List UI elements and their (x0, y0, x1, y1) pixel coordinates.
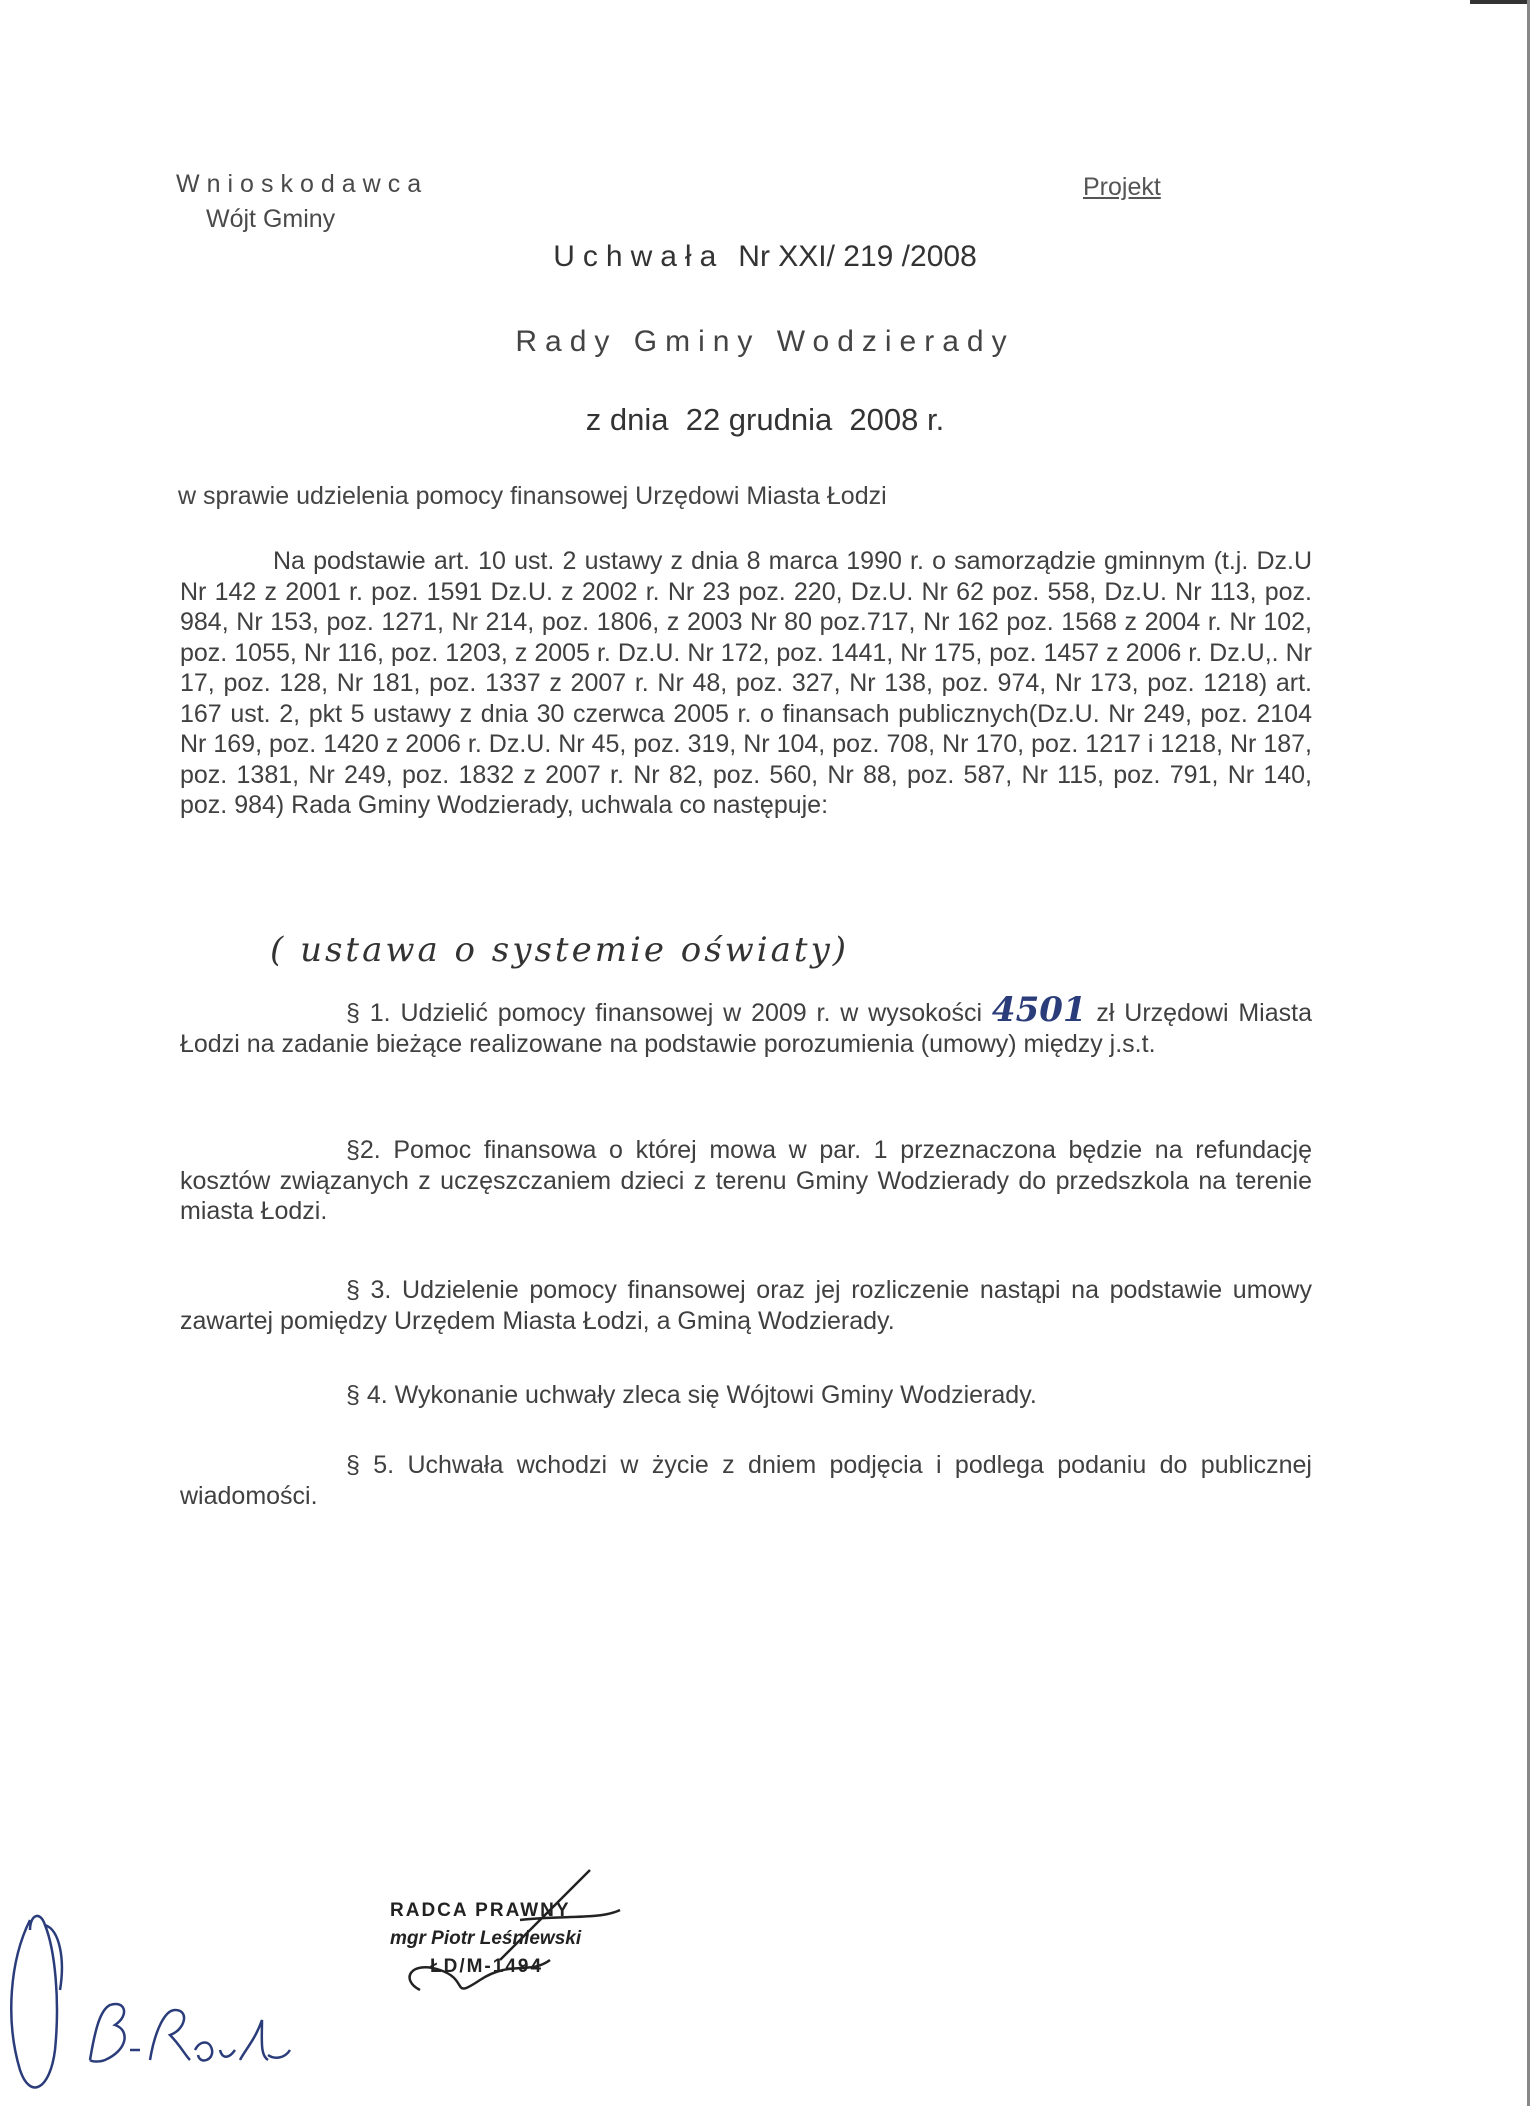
handwritten-note: ( ustawa o systemie oświaty) (270, 930, 850, 970)
legal-basis-paragraph: Na podstawie art. 10 ust. 2 ustawy z dnia 8 marca 1990 r. o samorządzie gminnym (t.j. Dz.U Nr 142 z 2001 r. poz. 1591 Dz.U. z 2002 r. Nr 23 poz. 220, Dz.U. Nr 62 poz. 558, Dz.U. Nr 113, poz. 984, Nr 153, poz. 1271, Nr 214, poz. 1806, z 2003 Nr 80 poz.717, Nr 162 poz. 1568 z 2004 r. Nr 102, poz. 1055, Nr 116, poz. 1203, z 2005 r. Dz.U. Nr 172, poz. 1441, Nr 175, poz. 1457 z 2006 r. Dz.U,. Nr 17, poz. 128, Nr 181, poz. 1337 z 2007 r. Nr 48, poz. 327, Nr 138, poz. 974, Nr 173, poz. 1218) art. 167 ust. 2, pkt 5 ustawy z dnia 30 czerwca 2005 r. o finansach publicznych(Dz.U. Nr 249, poz. 2104 Nr 169, poz. 1420 z 2006 r. Dz.U. Nr 45, poz. 319, Nr 104, poz. 708, Nr 170, poz. 1217 i 1218, Nr 187, poz. 1381, Nr 249, poz. 1832 z 2007 r. Nr 82, poz. 560, Nr 88, poz. 587, Nr 115, poz. 791, Nr 140, poz. 984) Rada Gminy Wodzierady, uchwala co następuje: (180, 547, 1312, 819)
resolution-title (0, 240, 1530, 274)
section-1-text-start: § 1. Udzielić pomocy finansowej w 2009 r. w wysokości (346, 999, 992, 1027)
resolution-date: z dnia 22 grudnia 2008 r. (585, 402, 945, 437)
resolution-subject: w sprawie udzielenia pomocy finansowej Urzędowi Miasta Łodzi (178, 482, 887, 510)
stamp-name: mgr Piotr Leśniewski (390, 1928, 582, 1949)
section-5: § 5. Uchwała wchodzi w życie z dniem podjęcia i podlega podaniu do publicznej wiadomości. (180, 1451, 1312, 1510)
section-4: § 4. Wykonanie uchwały zleca się Wójtowi Gminy Wodzierady. (346, 1381, 1037, 1409)
section-1-text-end: zł Urzędowi Miasta Łodzi na zadanie bieżące realizowane na podstawie porozumienia (umowy) między j.s.t. (180, 999, 1312, 1058)
applicant-role: Wójt Gminy (206, 205, 336, 233)
applicant-label: Wnioskodawca (176, 170, 429, 198)
draft-label: Projekt (1083, 173, 1161, 201)
section-3: § 3. Udzielenie pomocy finansowej oraz jej rozliczenie nastąpi na podstawie umowy zawartej pomiędzy Urzędem Miasta Łodzi, a Gminą Wodzierady. (180, 1276, 1312, 1335)
resolution-word: Uchwała (553, 240, 725, 273)
counsel-signature (380, 1860, 640, 2010)
handwritten-amount: 4501 (991, 990, 1087, 1030)
handwritten-signature (0, 1900, 300, 2106)
section-2: §2. Pomoc finansowa o której mowa w par. 1 przeznaczona będzie na refundację kosztów związanych z uczęszczaniem dzieci z terenu Gminy Wodzierady do przedszkola na terenie miasta Łodzi. (180, 1136, 1312, 1225)
resolution-number: Nr XXI/ 219 /2008 (738, 240, 977, 273)
scan-edge-mark (1470, 0, 1530, 4)
stamp-registry: ŁD/M-1494 (430, 1956, 544, 1977)
section-1 (180, 990, 1312, 1059)
council-name: Rady Gminy Wodzierady (515, 325, 1015, 358)
stamp-title: RADCA PRAWNY (390, 1900, 571, 1921)
